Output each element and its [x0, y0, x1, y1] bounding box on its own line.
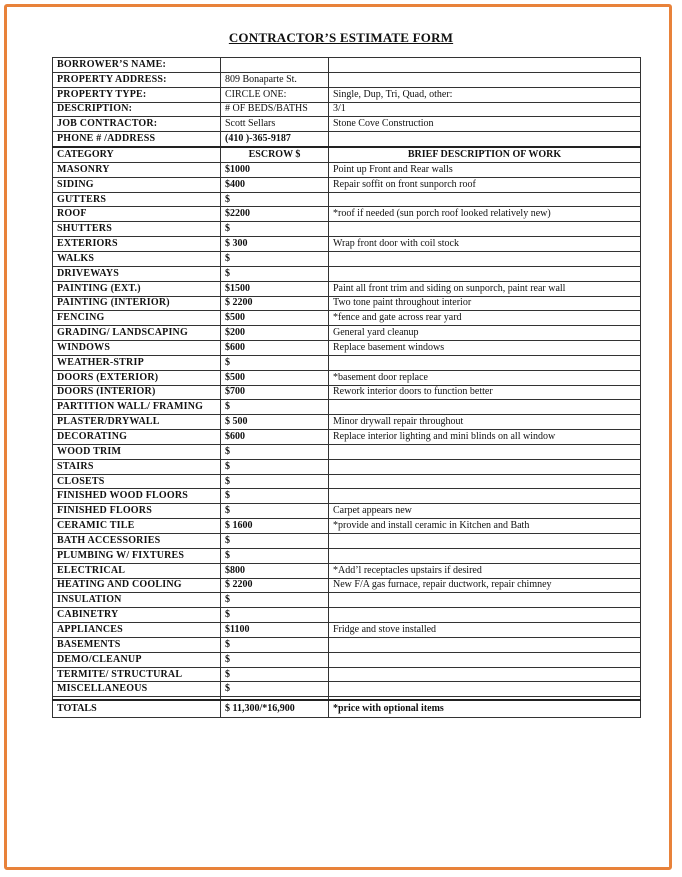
- category-name: SIDING: [53, 177, 221, 192]
- category-name: CLOSETS: [53, 474, 221, 489]
- escrow-amount: $: [221, 637, 329, 652]
- category-row: [53, 162, 641, 177]
- category-name: ELECTRICAL: [53, 563, 221, 578]
- info-detail: [329, 132, 641, 147]
- work-description: Paint all front trim and siding on sunporch, paint rear wall: [329, 281, 641, 296]
- category-row: [53, 593, 641, 608]
- info-value: CIRCLE ONE:: [221, 87, 329, 102]
- category-name: WEATHER-STRIP: [53, 355, 221, 370]
- category-name: DECORATING: [53, 430, 221, 445]
- info-label: PROPERTY ADDRESS:: [53, 72, 221, 87]
- category-row: [53, 667, 641, 682]
- escrow-amount: $500: [221, 370, 329, 385]
- category-name: GUTTERS: [53, 192, 221, 207]
- escrow-amount: $: [221, 682, 329, 697]
- work-description: [329, 459, 641, 474]
- category-name: FINISHED FLOORS: [53, 504, 221, 519]
- info-row: [53, 102, 641, 117]
- category-name: INSULATION: [53, 593, 221, 608]
- work-description: *fence and gate across rear yard: [329, 311, 641, 326]
- work-description: [329, 682, 641, 697]
- estimate-table: [52, 57, 641, 718]
- escrow-amount: $400: [221, 177, 329, 192]
- info-label: PROPERTY TYPE:: [53, 87, 221, 102]
- work-description: [329, 534, 641, 549]
- escrow-amount: $600: [221, 341, 329, 356]
- info-row: [53, 87, 641, 102]
- work-description: Repair soffit on front sunporch roof: [329, 177, 641, 192]
- category-row: [53, 266, 641, 281]
- escrow-amount: $: [221, 534, 329, 549]
- escrow-amount: $: [221, 667, 329, 682]
- work-description: [329, 593, 641, 608]
- escrow-amount: $: [221, 400, 329, 415]
- category-name: BATH ACCESSORIES: [53, 534, 221, 549]
- totals-label: TOTALS: [53, 700, 221, 718]
- category-row: [53, 341, 641, 356]
- category-row: [53, 474, 641, 489]
- work-description: Minor drywall repair throughout: [329, 415, 641, 430]
- category-name: CERAMIC TILE: [53, 519, 221, 534]
- category-row: [53, 207, 641, 222]
- category-row: [53, 548, 641, 563]
- category-row: [53, 415, 641, 430]
- work-description: Two tone paint throughout interior: [329, 296, 641, 311]
- escrow-amount: $: [221, 474, 329, 489]
- category-header: CATEGORY: [53, 147, 221, 162]
- escrow-amount: $: [221, 444, 329, 459]
- escrow-amount: $2200: [221, 207, 329, 222]
- escrow-amount: $: [221, 489, 329, 504]
- work-description: [329, 667, 641, 682]
- escrow-amount: $ 2200: [221, 578, 329, 593]
- category-section: [53, 147, 641, 697]
- work-description: [329, 222, 641, 237]
- work-description: *Add’l receptacles upstairs if desired: [329, 563, 641, 578]
- info-row: [53, 132, 641, 147]
- escrow-amount: $: [221, 192, 329, 207]
- info-value: [221, 58, 329, 73]
- work-description: [329, 251, 641, 266]
- escrow-amount: $: [221, 251, 329, 266]
- category-name: DOORS (EXTERIOR): [53, 370, 221, 385]
- category-row: [53, 192, 641, 207]
- category-row: [53, 311, 641, 326]
- info-detail: [329, 58, 641, 73]
- info-detail: 3/1: [329, 102, 641, 117]
- info-label: JOB CONTRACTOR:: [53, 117, 221, 132]
- category-row: [53, 534, 641, 549]
- work-description: [329, 355, 641, 370]
- category-name: BASEMENTS: [53, 637, 221, 652]
- work-description: [329, 474, 641, 489]
- category-name: APPLIANCES: [53, 623, 221, 638]
- category-row: [53, 370, 641, 385]
- category-row: [53, 504, 641, 519]
- category-name: WALKS: [53, 251, 221, 266]
- category-row: [53, 237, 641, 252]
- info-value: # OF BEDS/BATHS: [221, 102, 329, 117]
- category-name: PLASTER/DRYWALL: [53, 415, 221, 430]
- work-description: Replace basement windows: [329, 341, 641, 356]
- category-name: PARTITION WALL/ FRAMING: [53, 400, 221, 415]
- escrow-amount: $1000: [221, 162, 329, 177]
- category-row: [53, 296, 641, 311]
- totals-section: [53, 697, 641, 718]
- work-description: Replace interior lighting and mini blinds on all window: [329, 430, 641, 445]
- category-name: WINDOWS: [53, 341, 221, 356]
- work-description: [329, 400, 641, 415]
- escrow-amount: $: [221, 548, 329, 563]
- escrow-amount: $ 2200: [221, 296, 329, 311]
- work-description: Rework interior doors to function better: [329, 385, 641, 400]
- category-name: DOORS (INTERIOR): [53, 385, 221, 400]
- work-description: [329, 548, 641, 563]
- category-row: [53, 682, 641, 697]
- escrow-amount: $700: [221, 385, 329, 400]
- category-row: [53, 608, 641, 623]
- category-name: DRIVEWAYS: [53, 266, 221, 281]
- category-name: DEMO/CLEANUP: [53, 652, 221, 667]
- category-name: FENCING: [53, 311, 221, 326]
- category-row: [53, 652, 641, 667]
- work-description: General yard cleanup: [329, 326, 641, 341]
- escrow-amount: $200: [221, 326, 329, 341]
- category-name: HEATING AND COOLING: [53, 578, 221, 593]
- work-description: *roof if needed (sun porch roof looked relatively new): [329, 207, 641, 222]
- info-row: [53, 117, 641, 132]
- escrow-amount: $: [221, 608, 329, 623]
- escrow-amount: $1100: [221, 623, 329, 638]
- category-row: [53, 281, 641, 296]
- escrow-amount: $: [221, 222, 329, 237]
- category-name: PAINTING (INTERIOR): [53, 296, 221, 311]
- escrow-amount: $: [221, 652, 329, 667]
- category-row: [53, 623, 641, 638]
- category-name: EXTERIORS: [53, 237, 221, 252]
- work-description: [329, 444, 641, 459]
- work-description: [329, 637, 641, 652]
- category-row: [53, 326, 641, 341]
- category-header-row: [53, 147, 641, 162]
- escrow-amount: $500: [221, 311, 329, 326]
- category-name: ROOF: [53, 207, 221, 222]
- category-row: [53, 637, 641, 652]
- category-row: [53, 578, 641, 593]
- category-name: MASONRY: [53, 162, 221, 177]
- escrow-amount: $800: [221, 563, 329, 578]
- info-value: Scott Sellars: [221, 117, 329, 132]
- category-row: [53, 444, 641, 459]
- category-name: WOOD TRIM: [53, 444, 221, 459]
- escrow-amount: $: [221, 459, 329, 474]
- category-row: [53, 251, 641, 266]
- totals-row: [53, 700, 641, 718]
- totals-description: *price with optional items: [329, 700, 641, 718]
- work-description: [329, 192, 641, 207]
- category-row: [53, 519, 641, 534]
- category-row: [53, 400, 641, 415]
- info-label: PHONE # /ADDRESS: [53, 132, 221, 147]
- category-name: STAIRS: [53, 459, 221, 474]
- category-row: [53, 563, 641, 578]
- work-description: Wrap front door with coil stock: [329, 237, 641, 252]
- info-detail: Single, Dup, Tri, Quad, other:: [329, 87, 641, 102]
- escrow-amount: $1500: [221, 281, 329, 296]
- escrow-amount: $600: [221, 430, 329, 445]
- category-row: [53, 222, 641, 237]
- info-row: [53, 72, 641, 87]
- category-name: PAINTING (EXT.): [53, 281, 221, 296]
- work-description: New F/A gas furnace, repair ductwork, repair chimney: [329, 578, 641, 593]
- category-name: PLUMBING W/ FIXTURES: [53, 548, 221, 563]
- category-row: [53, 489, 641, 504]
- work-description: Fridge and stove installed: [329, 623, 641, 638]
- escrow-header: ESCROW $: [221, 147, 329, 162]
- category-name: FINISHED WOOD FLOORS: [53, 489, 221, 504]
- form-title: CONTRACTOR’S ESTIMATE FORM: [228, 30, 454, 45]
- work-description: [329, 266, 641, 281]
- work-description: Carpet appears new: [329, 504, 641, 519]
- category-row: [53, 355, 641, 370]
- totals-escrow: $ 11,300/*16,900: [221, 700, 329, 718]
- info-value: (410 )-365-9187: [221, 132, 329, 147]
- info-value: 809 Bonaparte St.: [221, 72, 329, 87]
- info-label: BORROWER’S NAME:: [53, 58, 221, 73]
- category-row: [53, 430, 641, 445]
- escrow-amount: $: [221, 266, 329, 281]
- work-description: Point up Front and Rear walls: [329, 162, 641, 177]
- escrow-amount: $: [221, 504, 329, 519]
- work-description: [329, 489, 641, 504]
- category-name: CABINETRY: [53, 608, 221, 623]
- work-description: *provide and install ceramic in Kitchen and Bath: [329, 519, 641, 534]
- info-detail: [329, 72, 641, 87]
- description-header: BRIEF DESCRIPTION OF WORK: [329, 147, 641, 162]
- escrow-amount: $: [221, 355, 329, 370]
- category-row: [53, 177, 641, 192]
- info-detail: Stone Cove Construction: [329, 117, 641, 132]
- info-section: [53, 58, 641, 148]
- category-name: MISCELLANEOUS: [53, 682, 221, 697]
- escrow-amount: $: [221, 593, 329, 608]
- escrow-amount: $ 300: [221, 237, 329, 252]
- category-name: GRADING/ LANDSCAPING: [53, 326, 221, 341]
- category-row: [53, 385, 641, 400]
- category-name: SHUTTERS: [53, 222, 221, 237]
- work-description: [329, 652, 641, 667]
- info-row: [53, 58, 641, 73]
- escrow-amount: $ 1600: [221, 519, 329, 534]
- work-description: *basement door replace: [329, 370, 641, 385]
- category-name: TERMITE/ STRUCTURAL: [53, 667, 221, 682]
- category-row: [53, 459, 641, 474]
- escrow-amount: $ 500: [221, 415, 329, 430]
- info-label: DESCRIPTION:: [53, 102, 221, 117]
- work-description: [329, 608, 641, 623]
